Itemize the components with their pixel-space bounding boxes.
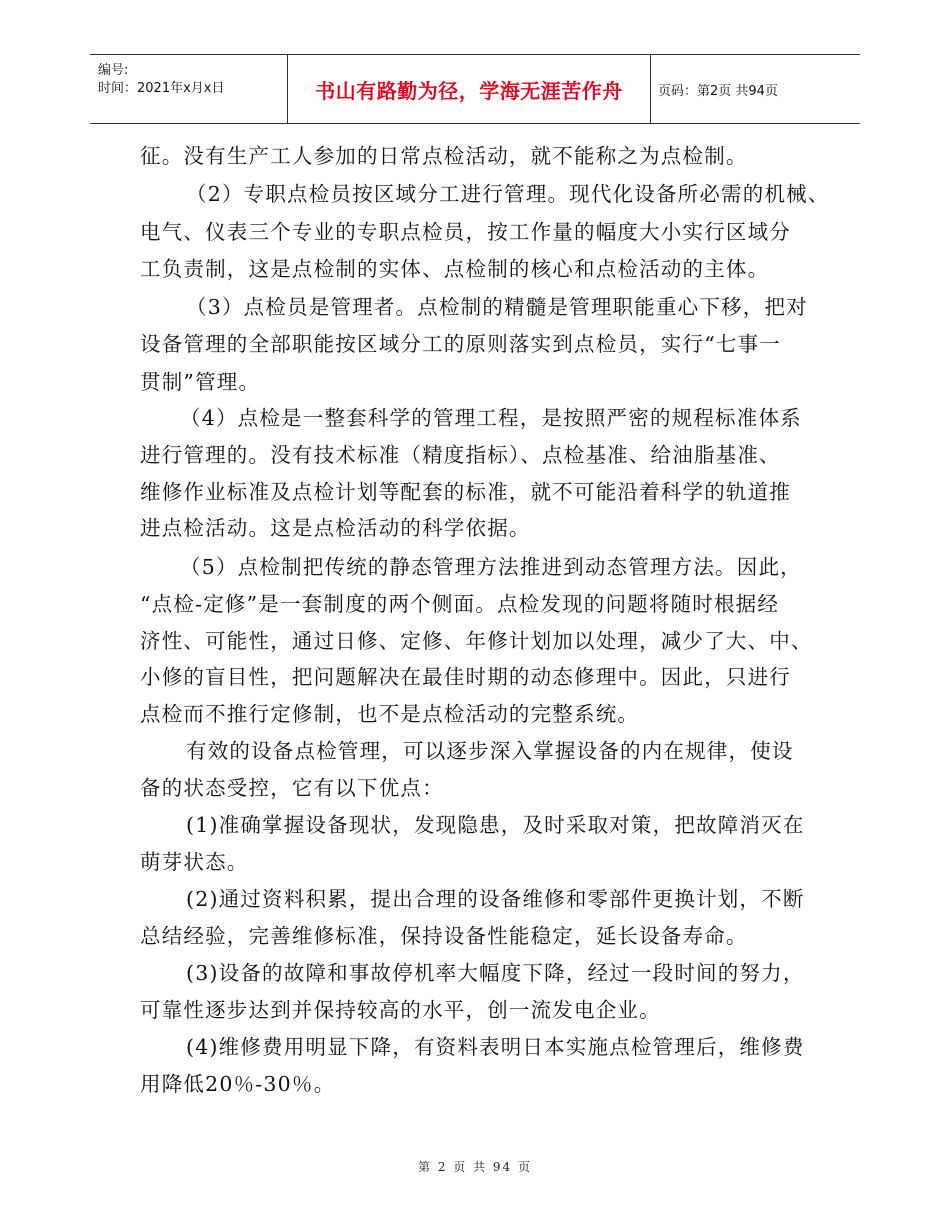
text-line: (4)维修费用明显下降，有资料表明日本实施点检管理后，维修费 bbox=[186, 1035, 805, 1059]
text-line: (3)设备的故障和事故停机率大幅度下降，经过一段时间的努力， bbox=[186, 961, 805, 985]
text-line: 进点检活动。这是点检活动的科学依据。 bbox=[140, 516, 531, 540]
page-footer: 第 2 页 共 94 页 bbox=[418, 1160, 532, 1174]
text-line: “点检-定修”是一套制度的两个侧面。点检发现的问题将随时根据经 bbox=[140, 592, 780, 616]
text-line: 点检而不推行定修制，也不是点检活动的完整系统。 bbox=[140, 702, 640, 726]
text-line: 维修作业标准及点检计划等配套的标准，就不可能沿着科学的轨道推 bbox=[140, 480, 791, 504]
text-line: (2)通过资料积累，提出合理的设备维修和零部件更换计划，不断 bbox=[186, 887, 805, 911]
text-line: 可靠性逐步达到并保持较高的水平，创一流发电企业。 bbox=[140, 998, 661, 1022]
text-line: 济性、可能性，通过日修、定修、年修计划加以处理，减少了大、中、 bbox=[140, 629, 813, 653]
header-motto: 书山有路勤为径，学海无涯苦作舟 bbox=[315, 78, 623, 103]
text-line: 征。没有生产工人参加的日常点检活动，就不能称之为点检制。 bbox=[140, 144, 748, 168]
text-line: （3）点检员是管理者。点检制的精髓是管理职能重心下移，把对 bbox=[186, 295, 808, 319]
text-line: 备的状态受控，它有以下优点： bbox=[140, 776, 444, 800]
document-number-label: 编号: bbox=[98, 63, 129, 78]
text-line: （2）专职点检员按区域分工进行管理。现代化设备所必需的机械、 bbox=[186, 182, 830, 206]
header-motto-cell bbox=[287, 55, 651, 123]
text-line: 小修的盲目性，把问题解决在最佳时期的动态修理中。因此，只进行 bbox=[140, 665, 791, 689]
text-line: 工负责制，这是点检制的实体、点检制的核心和点检活动的主体。 bbox=[140, 257, 770, 281]
text-line: 萌芽状态。 bbox=[140, 850, 249, 874]
text-line: (1)准确掌握设备现状，发现隐患，及时采取对策，把故障消灭在 bbox=[186, 813, 805, 837]
text-line: 总结经验，完善维修标准，保持设备性能稳定，延长设备寿命。 bbox=[140, 924, 748, 948]
document-time-label: 时间：2021年x月x日 bbox=[98, 81, 225, 96]
header-meta bbox=[90, 55, 287, 123]
text-line: 用降低20％-30％。 bbox=[140, 1072, 336, 1096]
header-page-info: 页码：第2页 共94页 bbox=[658, 83, 778, 99]
text-line: （5）点检制把传统的静态管理方法推进到动态管理方法。因此， bbox=[180, 555, 802, 579]
text-line: 贯制”管理。 bbox=[140, 370, 261, 394]
text-line: 有效的设备点检管理，可以逐步深入掌握设备的内在规律，使设 bbox=[186, 739, 794, 763]
text-line: 进行管理的。没有技术标准（精度指标）、点检基准、给油脂基准、 bbox=[140, 443, 781, 467]
text-line: （4）点检是一整套科学的管理工程，是按照严密的规程标准体系 bbox=[180, 406, 802, 430]
page-header bbox=[90, 54, 860, 124]
header-page-cell bbox=[649, 55, 860, 123]
text-line: 设备管理的全部职能按区域分工的原则落实到点检员，实行“七事一 bbox=[140, 332, 781, 356]
text-line: 电气、仪表三个专业的专职点检员，按工作量的幅度大小实行区域分 bbox=[140, 220, 791, 244]
